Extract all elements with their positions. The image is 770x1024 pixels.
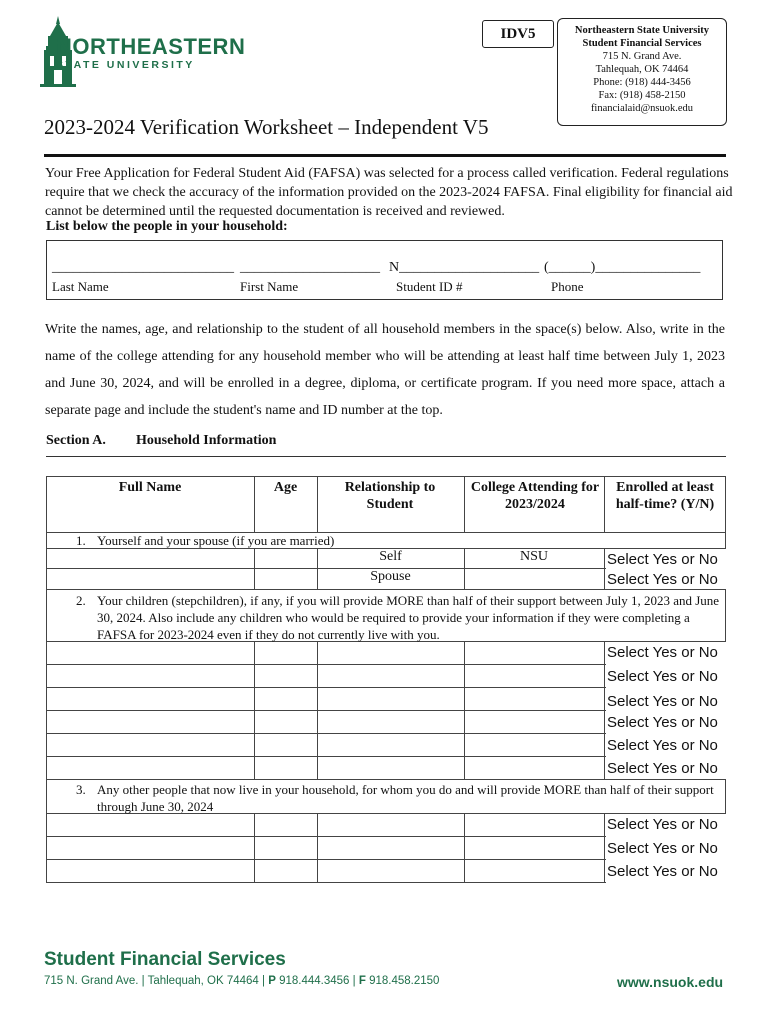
table-rule (46, 836, 606, 837)
last-name-field[interactable]: __________________________ (52, 260, 234, 275)
header-college: College Attending for 2023/2024 (470, 480, 600, 512)
first-name-field[interactable]: ____________________ (240, 260, 380, 275)
group2-text: Your children (stepchildren), if any, if you will provide MORE than half of their support between July 1, 2023 and June 30, 2024. Also include any children who would be required to provide your information if they were completing a FAFSA for 2023-2024 even if they do not currently live with you. (97, 593, 720, 642)
contact-fax: Fax: (918) 458-2150 (598, 90, 686, 101)
table-border (725, 589, 726, 641)
group1-text: Yourself and your spouse (if you are married) (97, 533, 335, 548)
footer-contact (44, 975, 439, 987)
footer-address: 715 N. Grand Ave. | Tahlequah, OK 74464 | (44, 975, 266, 987)
table-col-divider (604, 476, 605, 532)
last-name-caption: Last Name (52, 279, 109, 294)
section-label: Section A. (46, 433, 106, 448)
footer-separator: | (352, 975, 356, 987)
table-rule (46, 756, 606, 757)
table-rule (46, 589, 726, 590)
table-col-divider (254, 813, 255, 882)
enrolled-select[interactable]: Select Yes or No (607, 714, 718, 731)
table-border (725, 779, 726, 813)
contact-city: Tahlequah, OK 74464 (595, 64, 689, 75)
table-border (46, 476, 726, 477)
contact-university: Northeastern State University (574, 25, 710, 36)
table-rule (46, 779, 726, 780)
enrolled-select[interactable]: Select Yes or No (607, 760, 718, 777)
header-relationship: Relationship to Student (344, 480, 436, 512)
contact-email: financialaid@nsuok.edu (590, 103, 694, 114)
title-divider (44, 154, 726, 157)
section-divider (46, 456, 726, 457)
form-id-badge: IDV5 (482, 20, 554, 48)
contact-phone: Phone: (918) 444-3456 (593, 77, 691, 88)
enrolled-select[interactable]: Select Yes or No (607, 571, 718, 588)
table-rule (46, 859, 606, 860)
header-enrolled: Enrolled at least half-time? (Y/N) (615, 480, 715, 512)
enrolled-select[interactable]: Select Yes or No (607, 644, 718, 661)
first-name-caption: First Name (240, 279, 299, 294)
footer-phone-prefix: P (268, 975, 276, 987)
phone-field[interactable]: (______)_______________ (544, 260, 701, 275)
enrolled-select[interactable]: Select Yes or No (607, 668, 718, 685)
student-id-field[interactable]: N____________________ (389, 260, 540, 275)
college-nsu: NSU (519, 549, 548, 564)
contact-department: Student Financial Services (582, 38, 702, 49)
table-rule (46, 664, 606, 665)
table-col-divider (604, 548, 605, 589)
header-age: Age (273, 480, 298, 495)
table-col-divider (254, 548, 255, 589)
footer-fax: 918.458.2150 (369, 975, 440, 987)
logo-subtitle: STATE UNIVERSITY (56, 59, 195, 71)
table-rule (46, 733, 606, 734)
group3-number: 3. (76, 782, 86, 797)
enrolled-select[interactable]: Select Yes or No (607, 816, 718, 833)
enrolled-select[interactable]: Select Yes or No (607, 737, 718, 754)
table-border (725, 476, 726, 548)
table-col-divider (254, 641, 255, 779)
footer-fax-prefix: F (358, 975, 366, 987)
table-col-divider (464, 813, 465, 882)
logo-title: NORTHEASTERN (56, 34, 246, 59)
table-col-divider (464, 641, 465, 779)
footer-phone: 918.444.3456 (279, 975, 350, 987)
table-border (46, 476, 47, 883)
table-col-divider (317, 813, 318, 882)
enrolled-select[interactable]: Select Yes or No (607, 693, 718, 710)
table-col-divider (317, 641, 318, 779)
table-rule (46, 687, 606, 688)
enrolled-select[interactable]: Select Yes or No (607, 840, 718, 857)
table-rule (46, 710, 606, 711)
relationship-self: Self (379, 549, 402, 564)
intro-paragraph: Your Free Application for Federal Student Aid (FAFSA) was selected for a process called verification. Federal regulations require that we check the accuracy of the information provided on the 2023-2024 FAFSA. Final eligibility for financial aid cannot be determined until the requested documentation is received and reviewed. (45, 166, 733, 219)
instructions-paragraph: Write the names, age, and relationship to the student of all household members in the space(s) below. Also, write in the name of the college attending for any household member who will be attending at least half time between July 1, 2023 and June 30, 2024, and will be enrolled in a degree, diploma, or certificate program. If you need more space, attach a separate page and include the student's name and ID number at the top. (45, 322, 725, 418)
phone-caption: Phone (551, 279, 584, 294)
student-id-caption: Student ID # (396, 279, 463, 294)
relationship-spouse: Spouse (370, 569, 411, 584)
group2-number: 2. (76, 593, 86, 608)
header-full-name: Full Name (118, 480, 182, 495)
group3-text: Any other people that now live in your household, for whom you do and will provide MORE than half of their support through June 30, 2024 (97, 782, 714, 814)
footer-title: Student Financial Services (44, 949, 286, 970)
table-col-divider (604, 641, 605, 779)
table-col-divider (604, 813, 605, 882)
household-list-heading: List below the people in your household: (46, 219, 288, 234)
page-title: 2023-2024 Verification Worksheet – Independent V5 (44, 115, 489, 139)
table-col-divider (317, 476, 318, 532)
table-col-divider (464, 476, 465, 532)
group1-number: 1. (76, 533, 86, 548)
table-rule (46, 882, 606, 883)
section-title: Household Information (136, 433, 277, 448)
contact-street: 715 N. Grand Ave. (602, 51, 682, 62)
footer-website-link[interactable]: www.nsuok.edu (617, 974, 724, 990)
contact-box (557, 18, 727, 126)
enrolled-select[interactable]: Select Yes or No (607, 551, 718, 568)
enrolled-select[interactable]: Select Yes or No (607, 863, 718, 880)
